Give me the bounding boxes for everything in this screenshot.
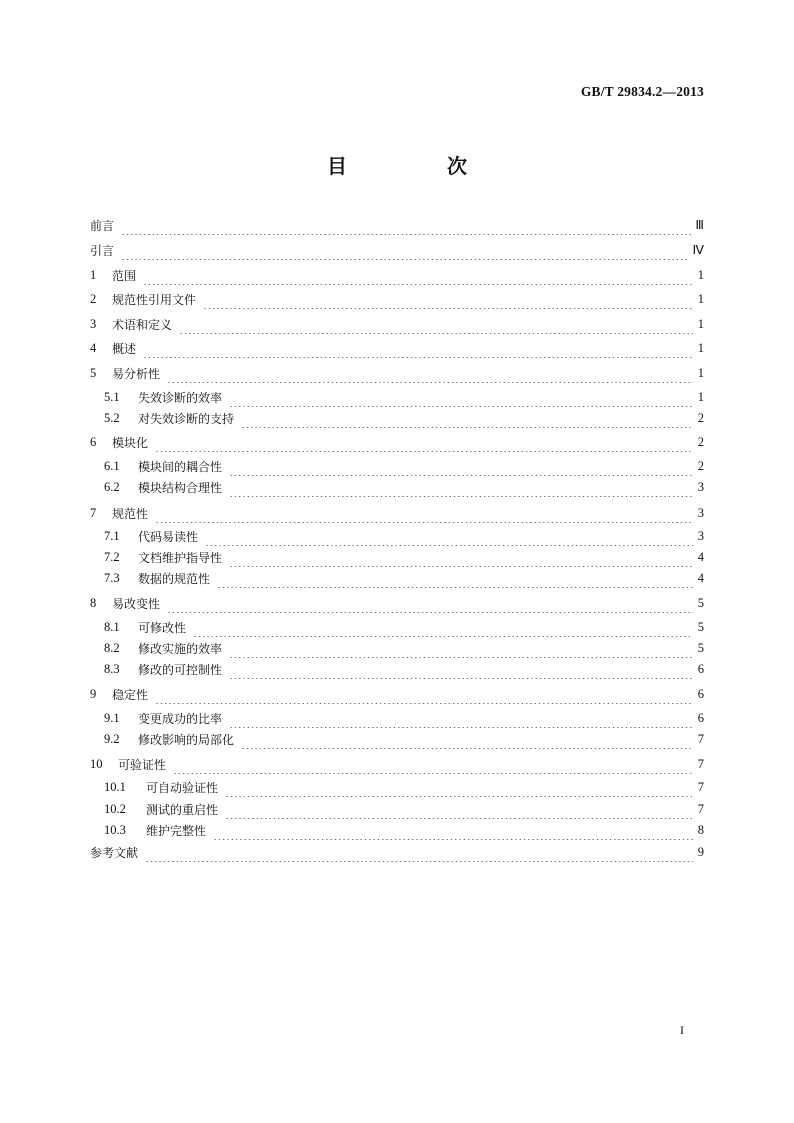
toc-entry-number: 9.1 — [104, 710, 120, 725]
toc-entry-page: 4 — [697, 549, 704, 564]
toc-entry-label: 测试的重启性 — [146, 802, 219, 817]
toc-entry-label: 数据的规范性 — [138, 571, 211, 586]
toc-entry-label: 模块化 — [112, 435, 149, 450]
toc-entry-page: 4 — [697, 570, 704, 585]
toc-entry-page: 8 — [697, 822, 704, 837]
toc-entry-page: 3 — [697, 505, 704, 520]
dot-leader — [229, 708, 693, 728]
toc-entry[interactable] — [90, 754, 704, 774]
toc-entry[interactable] — [104, 547, 704, 567]
toc-entry[interactable] — [90, 503, 704, 523]
toc-entry-number: 7.1 — [104, 528, 120, 543]
dot-leader — [179, 314, 693, 334]
toc-entry-number: 8.2 — [104, 640, 120, 655]
dot-leader — [155, 503, 693, 523]
dot-leader — [229, 387, 693, 407]
toc-entry-label: 概述 — [112, 341, 137, 356]
standard-code: GB/T 29834.2—2013 — [580, 84, 704, 99]
toc-entry-page: 3 — [697, 479, 704, 494]
toc-entry[interactable] — [104, 408, 704, 428]
toc-entry-label: 代码易读性 — [138, 529, 199, 544]
toc-entry-page: 1 — [697, 291, 704, 306]
toc-entry-label: 易改变性 — [112, 596, 161, 611]
toc-entry-number: 3 — [90, 316, 97, 331]
toc-entry[interactable] — [90, 215, 704, 235]
dot-leader — [205, 526, 693, 546]
dot-leader — [155, 684, 693, 704]
toc-entry-page: 6 — [697, 710, 704, 725]
toc-entry-page: 1 — [697, 267, 704, 282]
toc-entry[interactable] — [104, 659, 704, 679]
toc-entry[interactable] — [104, 638, 704, 658]
dot-leader — [173, 754, 693, 774]
toc-entry-page: 2 — [697, 434, 704, 449]
toc-entry-number: 6.1 — [104, 458, 120, 473]
dot-leader — [229, 477, 693, 497]
toc-entry-label: 参考文献 — [90, 845, 139, 860]
dot-leader — [167, 363, 693, 383]
toc-entry-label: 对失效诊断的支持 — [138, 411, 235, 426]
toc-entry-label: 模块间的耦合性 — [138, 459, 223, 474]
toc-entry-page: 1 — [697, 389, 704, 404]
dot-leader — [225, 799, 693, 819]
toc-entry-page: 2 — [697, 410, 704, 425]
dot-leader — [203, 289, 693, 309]
toc-entry[interactable] — [90, 842, 704, 862]
toc-entry-number: 10.2 — [104, 801, 126, 816]
toc-entry[interactable] — [90, 314, 704, 334]
toc-entry-number: 7 — [90, 505, 97, 520]
toc-entry[interactable] — [104, 387, 704, 407]
toc-entry-page: 6 — [697, 686, 704, 701]
toc-entry-label: 易分析性 — [112, 366, 161, 381]
toc-entry-page: 7 — [697, 801, 704, 816]
toc-entry[interactable] — [90, 240, 704, 260]
toc-entry-label: 维护完整性 — [146, 823, 207, 838]
toc-entry[interactable] — [104, 799, 704, 819]
dot-leader — [143, 338, 693, 358]
dot-leader — [229, 659, 693, 679]
toc-entry-label: 失效诊断的效率 — [138, 390, 223, 405]
dot-leader — [229, 547, 693, 567]
toc-entry-page: 1 — [697, 365, 704, 380]
toc-entry[interactable] — [104, 708, 704, 728]
toc-entry-label: 修改的可控制性 — [138, 662, 223, 677]
toc-entry-page: 1 — [697, 340, 704, 355]
toc-entry-page: 6 — [697, 661, 704, 676]
toc-entry-page: 2 — [697, 458, 704, 473]
toc-entry-page: 7 — [697, 756, 704, 771]
toc-entry-label: 可修改性 — [138, 620, 187, 635]
toc-entry[interactable] — [104, 526, 704, 546]
toc-entry[interactable] — [90, 432, 704, 452]
toc-entry[interactable] — [104, 568, 704, 588]
toc-entry-number: 5 — [90, 365, 97, 380]
dot-leader — [229, 456, 693, 476]
toc-entry-label: 修改实施的效率 — [138, 641, 223, 656]
toc-entry-number: 9 — [90, 686, 97, 701]
dot-leader — [225, 777, 693, 797]
toc-entry[interactable] — [90, 289, 704, 309]
toc-entry-page: 7 — [697, 779, 704, 794]
page-number: I — [680, 1023, 684, 1037]
toc-entry-number: 7.2 — [104, 549, 120, 564]
toc-entry[interactable] — [90, 684, 704, 704]
toc-entry-label: 术语和定义 — [112, 317, 173, 332]
toc-entry-number: 8 — [90, 595, 97, 610]
toc-entry-label: 变更成功的比率 — [138, 711, 223, 726]
toc-entry-number: 6 — [90, 434, 97, 449]
dot-leader — [155, 432, 693, 452]
page-title: 目 次 — [327, 154, 507, 178]
toc-entry-page: 9 — [697, 844, 704, 859]
toc-entry-label: 稳定性 — [112, 687, 149, 702]
toc-entry-number: 10 — [90, 756, 103, 771]
dot-leader — [241, 408, 693, 428]
toc-entry-number: 10.3 — [104, 822, 126, 837]
toc-entry-number: 7.3 — [104, 570, 120, 585]
toc-entry-number: 1 — [90, 267, 97, 282]
toc-entry-number: 2 — [90, 291, 97, 306]
toc-entry-page: 5 — [697, 619, 704, 634]
toc-entry-number: 5.2 — [104, 410, 120, 425]
toc-entry-label: 可自动验证性 — [146, 780, 219, 795]
toc-entry[interactable] — [104, 820, 704, 840]
toc-entry-label: 可验证性 — [118, 757, 167, 772]
toc-entry[interactable] — [90, 265, 704, 285]
dot-leader — [121, 240, 689, 260]
toc-entry-page: 5 — [697, 595, 704, 610]
toc-entry[interactable] — [90, 338, 704, 358]
toc-entry-label: 前言 — [90, 218, 115, 233]
toc-entry-number: 8.3 — [104, 661, 120, 676]
toc-entry[interactable] — [90, 363, 704, 383]
toc-entry-page: Ⅳ — [692, 243, 704, 257]
toc-entry-number: 6.2 — [104, 479, 120, 494]
toc-entry-label: 规范性引用文件 — [112, 292, 197, 307]
dot-leader — [121, 215, 692, 235]
toc-entry-number: 8.1 — [104, 619, 120, 634]
toc-entry-page: 7 — [697, 731, 704, 746]
dot-leader — [241, 729, 693, 749]
toc-entry-number: 5.1 — [104, 389, 120, 404]
dot-leader — [167, 593, 693, 613]
toc-entry[interactable] — [104, 477, 704, 497]
toc-entry-page: 3 — [697, 528, 704, 543]
dot-leader — [217, 568, 693, 588]
toc-entry[interactable] — [104, 617, 704, 637]
toc-entry[interactable] — [104, 729, 704, 749]
toc-entry[interactable] — [90, 593, 704, 613]
toc-entry[interactable] — [104, 456, 704, 476]
toc-entry-label: 规范性 — [112, 506, 149, 521]
toc-entry-label: 文档维护指导性 — [138, 550, 223, 565]
toc-entry-number: 9.2 — [104, 731, 120, 746]
toc-entry-page: Ⅲ — [695, 218, 704, 232]
toc-entry-label: 修改影响的局部化 — [138, 732, 235, 747]
toc-entry-number: 4 — [90, 340, 97, 355]
dot-leader — [143, 265, 693, 285]
toc-entry-number: 10.1 — [104, 779, 126, 794]
toc-entry-label: 引言 — [90, 243, 115, 258]
toc-entry-page: 1 — [697, 316, 704, 331]
dot-leader — [229, 638, 693, 658]
toc-entry-label: 范围 — [112, 268, 137, 283]
dot-leader — [213, 820, 693, 840]
toc-entry-label: 模块结构合理性 — [138, 480, 223, 495]
toc-entry-page: 5 — [697, 640, 704, 655]
dot-leader — [193, 617, 693, 637]
toc-entry[interactable] — [104, 777, 704, 797]
dot-leader — [145, 842, 693, 862]
